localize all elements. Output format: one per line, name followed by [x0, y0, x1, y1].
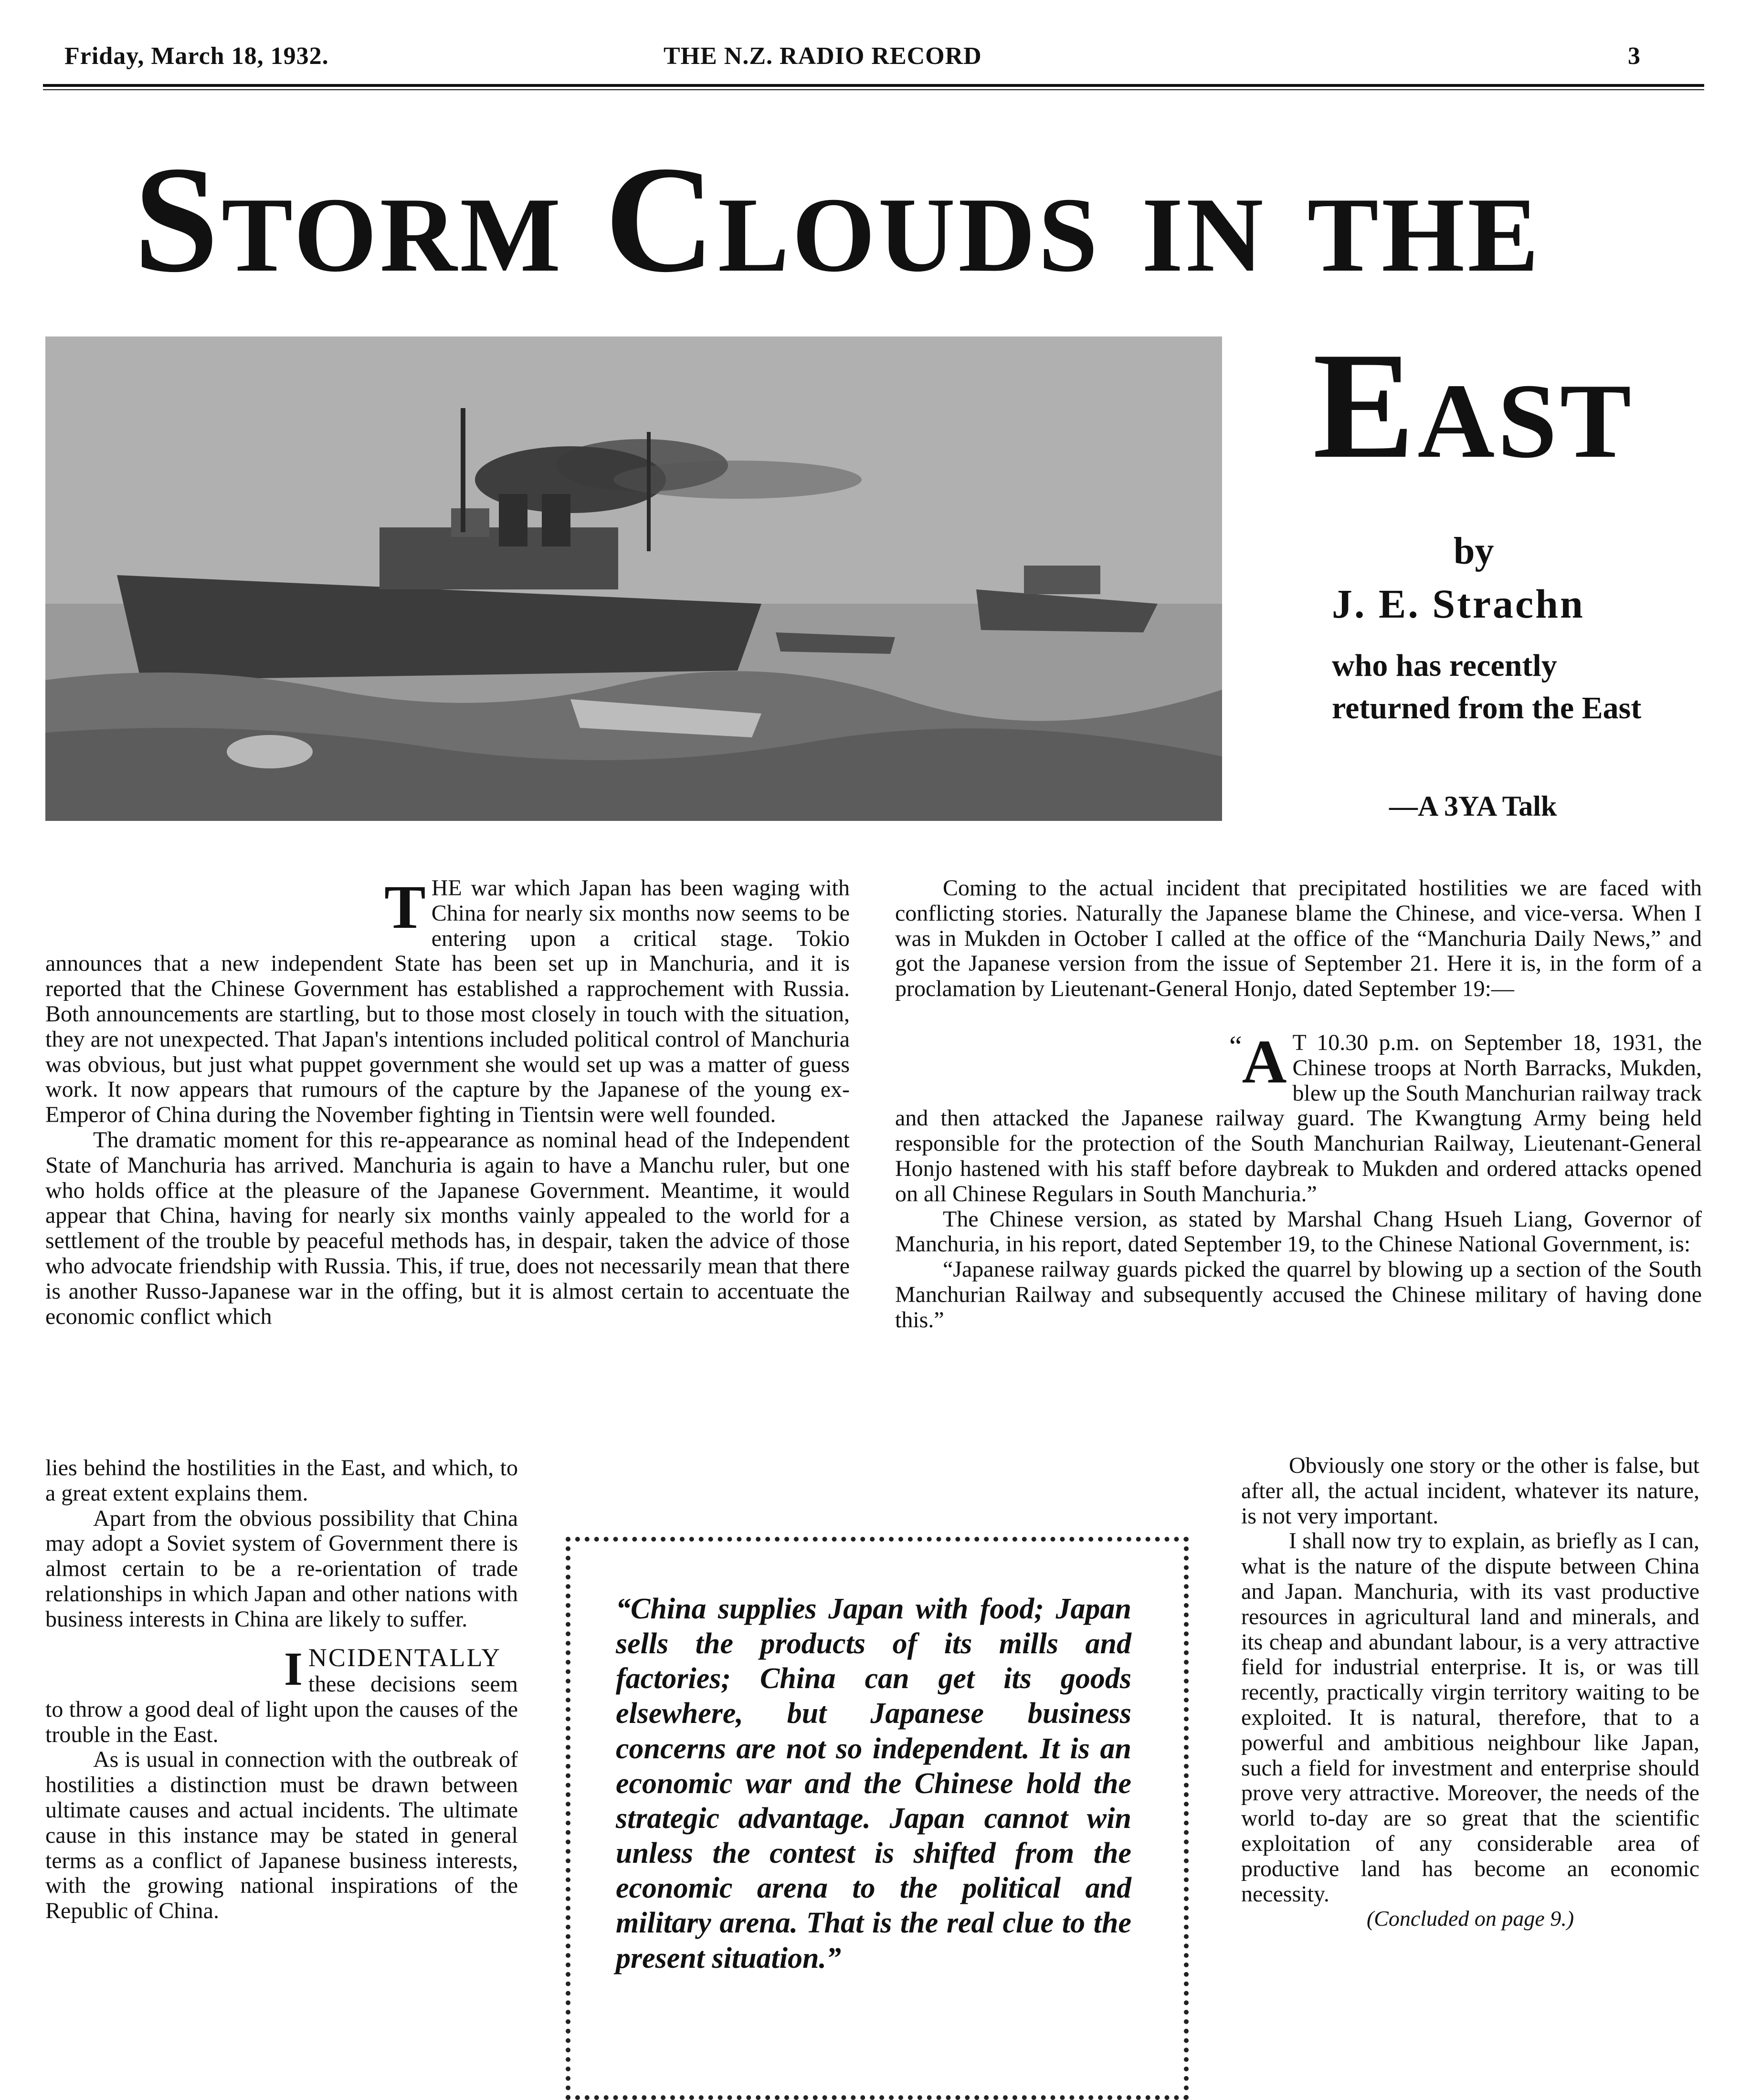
talk-credit: —A 3YA Talk [1389, 790, 1557, 822]
paragraph [45, 873, 850, 1128]
paragraph: The Chinese version, as stated by Marshal Chang Hsueh Liang, Governor of Manchuria, in his report, dated September 19, to the Chinese National Government, is: [895, 1206, 1702, 1257]
paragraph [45, 1644, 518, 1748]
drop-cap: T [384, 873, 426, 942]
byline-by: by [1454, 530, 1494, 572]
warship-illustration-icon [45, 336, 1222, 821]
paragraph: The dramatic moment for this re-appearance as nominal head of the Independent State of Manchuria has arrived. Manchuria is again to have a Manchu ruler, but one who holds office at the pleasure of the Japanese Government. Meantime, it would appear that China, having for nearly six months vainly appealed to the world for a settlement of the trouble by peaceful methods has, in despair, taken the advice of those who advocate friendship with Russia. This, if true, does not necessarily mean that there is another Russo-Japanese war in the offing, but it is almost certain to accentuate the economic conflict which [45, 1127, 850, 1329]
paragraph [895, 1027, 1702, 1207]
paragraph-text: these decisions seem to throw a good deal of light upon the causes of the trouble in the East. [45, 1671, 518, 1747]
paragraph: Coming to the actual incident that precipitated hostilities we are faced with conflicting stories. Naturally the Japanese blame the Chinese, and vice-versa. When I was in Mukden in October I called at the office of the “Manchuria Daily News,” and got the Japanese version from the issue of September 21. Here it is, in the form of a proclamation by Lieutenant-General Honjo, dated September 19:— [895, 875, 1702, 1002]
paragraph: “Japanese railway guards picked the quarrel by blowing up a section of the South Manchurian Railway and subsequently accused the Chinese military of having done this.” [895, 1257, 1702, 1333]
paragraph: I shall now try to explain, as briefly as I can, what is the nature of the dispute between China and Japan. Manchuria, with its vast productive resources in agricultural land and minerals, and its cheap and abundant labour, is a very attractive field for industrial enterprise. It is, or was till recently, practically virgin territory waiting to be exploited. It is natural, therefore, that to a powerful and ambitious neighbour like Japan, such a field for investment and enterprise should prove very attractive. Moreover, the needs of the world to-day are so great that the scientific exploitation of any considerable area of productive land has become an economic necessity. [1241, 1528, 1699, 1907]
drop-cap: A [1242, 1027, 1287, 1096]
column-1-lower [45, 1456, 518, 1924]
pull-quote: “China supplies Japan with food; Japan sells the products of its mills and factories; China can get its goods elsewhere, but Japanese business concerns are not so independent. It is an economic war and the Chinese hold the strategic advantage. Japan cannot win unless the contest is shifted from the economic arena to the political and military arena. That is the real clue to the present situation.” [616, 1593, 1131, 1974]
paragraph-text: HE war which Japan has been waging with China for nearly six months now seems to be entering upon a critical stage. Tokio announces that a new independent State has been set up in Manchuria, and it is reported that the Chinese Government has established a rapprochement with Russia. Both announcements are startling, but to those most closely in touch with the situation, they are not unexpected. That Japan's intentions included political control of Manchuria was obvious, but just what puppet government she would set up was a matter of guess work. It now appears that rumours of the capture by the Japanese of the young ex-Emperor of China during the November fighting in Tientsin were well founded. [45, 875, 850, 1128]
headline-east: East [1313, 321, 1634, 490]
column-1-upper [45, 873, 850, 1329]
continued-note: (Concluded on page 9.) [1366, 1906, 1574, 1931]
paragraph: As is usual in connection with the outbreak of hostilities a distinction must be drawn between ultimate causes and actual incidents. The ultimate cause in this instance may be stated in general terms as a conflict of Japanese business interests, with the growing national inspirations of the Republic of China. [45, 1747, 518, 1924]
subhead: NCIDENTALLY [308, 1643, 502, 1672]
issue-date: Friday, March 18, 1932. [64, 42, 329, 70]
column-2 [895, 876, 1702, 1333]
warship-photo [45, 336, 1222, 821]
paragraph: Apart from the obvious possibility that China may adopt a Soviet system of Government there is almost certain to be a re-orientation of trade relationships in which Japan and other nations with business interests in China are likely to suffer. [45, 1505, 518, 1632]
header-rule-thin [43, 89, 1704, 90]
author-name: J. E. Strachn [1332, 581, 1585, 627]
quote-mark: “ [1229, 1030, 1242, 1062]
paragraph-text: T 10.30 p.m. on September 18, 1931, the Chinese troops at North Barracks, Mukden, blew up the South Manchurian railway track and then attacked the Japanese railway guard. The Kwangtung Army being held responsible for the protection of the South Manchurian Railway, Lieutenant-General Honjo hastened with his staff before daybreak to Mukden and ordered attacks opened on all Chinese Regulars in South Manchuria.” [895, 1029, 1702, 1207]
author-description: who has recently returned from the East [1332, 648, 1642, 726]
drop-cap: I [284, 1642, 303, 1695]
header-rule [43, 84, 1704, 87]
page-number: 3 [1628, 42, 1641, 70]
headline: Storm Clouds in the [134, 135, 1542, 304]
paragraph: Obviously one story or the other is false, but after all, the actual incident, whatever its nature, is not very important. [1241, 1453, 1699, 1529]
paragraph: lies behind the hostilities in the East, and which, to a great extent explains them. [45, 1455, 518, 1506]
publication-title: THE N.Z. RADIO RECORD [664, 42, 982, 70]
column-3 [1241, 1453, 1699, 1931]
